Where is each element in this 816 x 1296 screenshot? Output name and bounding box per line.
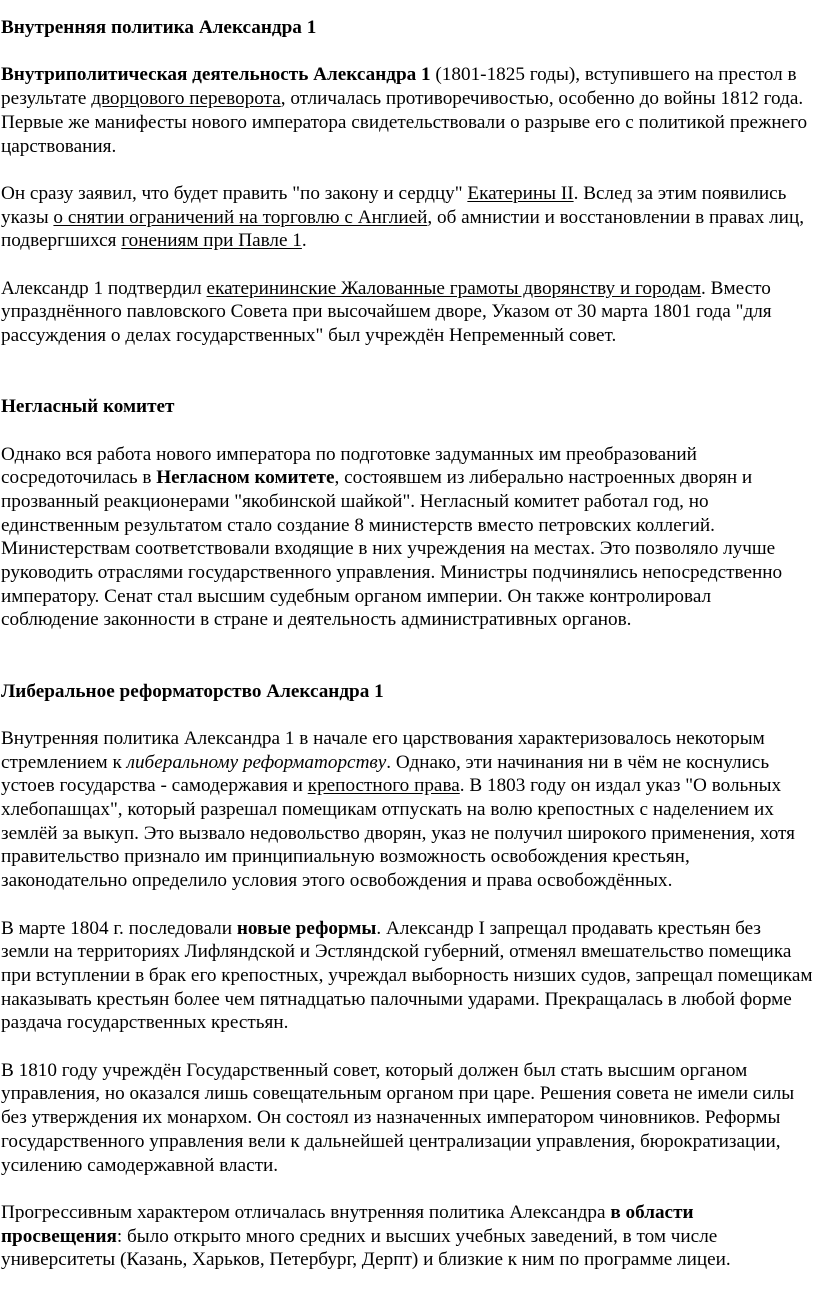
italic-phrase: либеральному реформаторству (126, 751, 387, 773)
bold-phrase: Негласном комитете (156, 467, 335, 489)
spacer (1, 371, 813, 395)
paragraph-liberal-reforms: Внутренняя политика Александра 1 в начале его царствования характеризовалось некоторым стремлением к либеральному реформаторству. Однако, эти начинания ни в чём не коснулись устоев государства - самодержавия и крепостного права. В 1803 году он издал указ "О вольных хлебопашцах", который разрешал помещикам отпускать на волю крепостных с наделением их землёй за выкуп. Это вызвало недовольство дворян, указ не получил широкого применения, хотя правительство признало им принципиальную возможность освобождения крестьян, законодательно определило условия этого освобождения и права освобождённых. (1, 727, 796, 892)
link-catherine-ii[interactable]: Екатерины II (467, 182, 574, 204)
heading-liberal-reforms: Либеральное реформаторство Александра 1 (1, 680, 384, 702)
document-body (1, 16, 813, 1296)
paragraph-secret-committee: Однако вся работа нового императора по подготовке задуманных им преобразований сосредоточилась в Негласном комитете, состоявшем из либерально настроенных дворян и прозванный реакционерами "якобинской шайкой". Негласный комитет работал год, но единственным результатом стало создание 8 министерств вместо петровских коллегий. Министерствам соответствовали входящие в них учреждения на местах. Это позволяло лучше руководить отраслями государственного управления. Министры подчинялись непосредственно императору. Сенат стал высшим судебным органом империи. Он также контролировал соблюдение законности в стране и деятельность административных органов. (1, 443, 783, 631)
paragraph-state-council: В 1810 году учреждён Государственный совет, который должен был стать высшим органом управления, но оказался лишь совещательным органом при царе. Решения совета не имели силы без утверждения их монархом. Он состоял из назначенных императором чиновников. Реформы государственного управления вели к дальнейшей централизации управления, бюрократизации, усилению самодержавной власти. (1, 1059, 795, 1176)
spacer (1, 656, 813, 680)
paragraph-manifestos: Он сразу заявил, что будет править "по закону и сердцу" Екатерины II. Вслед за этим появились указы о снятии ограничений на торговлю с Англией, об амнистии и восстановлении в правах лиц, подвергшихся гонениям при Павле 1. (1, 182, 805, 252)
document-title: Внутренняя политика Александра 1 (1, 17, 317, 38)
paragraph-domestic-activity: Внутриполитическая деятельность Александра 1 (1801-1825 годы), вступившего на престол в результате дворцового переворота, отличалась противоречивостью, особенно до войны 1812 года. Первые же манифесты нового императора свидетельствовали о разрыве его с политикой прежнего царствования. (1, 64, 808, 157)
paragraph-1804-reforms: В марте 1804 г. последовали новые реформы. Александр I запрещал продавать крестьян без земли на территориях Лифляндской и Эстляндской губерний, отменял вмешательство помещика при вступлении в брак его крепостных, учреждал выборность низших судов, запрещал помещикам наказывать крестьян более чем пятнадцатью палочными ударами. Прекращалась в любой форме раздача государственных крестьян. (1, 917, 813, 1034)
link-persecution-paul[interactable]: гонениям при Павле 1 (121, 230, 302, 252)
paragraph-charters: Александр 1 подтвердил екатерининские Жалованные грамоты дворянству и городам. Вместо упразднённого павловского Совета при высочайшем дворе, Указом от 30 марта 1801 года "для рассуждения о делах государственных" был учреждён Непременный совет. (1, 277, 772, 347)
link-palace-coup[interactable]: дворцового переворота (91, 88, 281, 110)
bold-phrase: новые реформы (236, 917, 377, 939)
bold-phrase: Внутриполитическая деятельность Александра 1 (1, 64, 431, 86)
heading-secret-committee: Негласный комитет (1, 396, 175, 418)
bold-phrase: в области просвещения (1, 1201, 694, 1247)
link-trade-with-england[interactable]: о снятии ограничений на торговлю с Англией (53, 206, 428, 228)
link-serfdom[interactable]: крепостного права (307, 775, 460, 797)
paragraph-education: Прогрессивным характером отличалась внутренняя политика Александра в области просвещения: было открыто много средних и высших учебных заведений, в том числе университеты (Казань, Харьков, Петербург, Дерпт) и близкие к ним по программе лицеи. (1, 1201, 731, 1271)
link-charters[interactable]: екатерининские Жалованные грамоты дворянству и городам (206, 277, 702, 299)
